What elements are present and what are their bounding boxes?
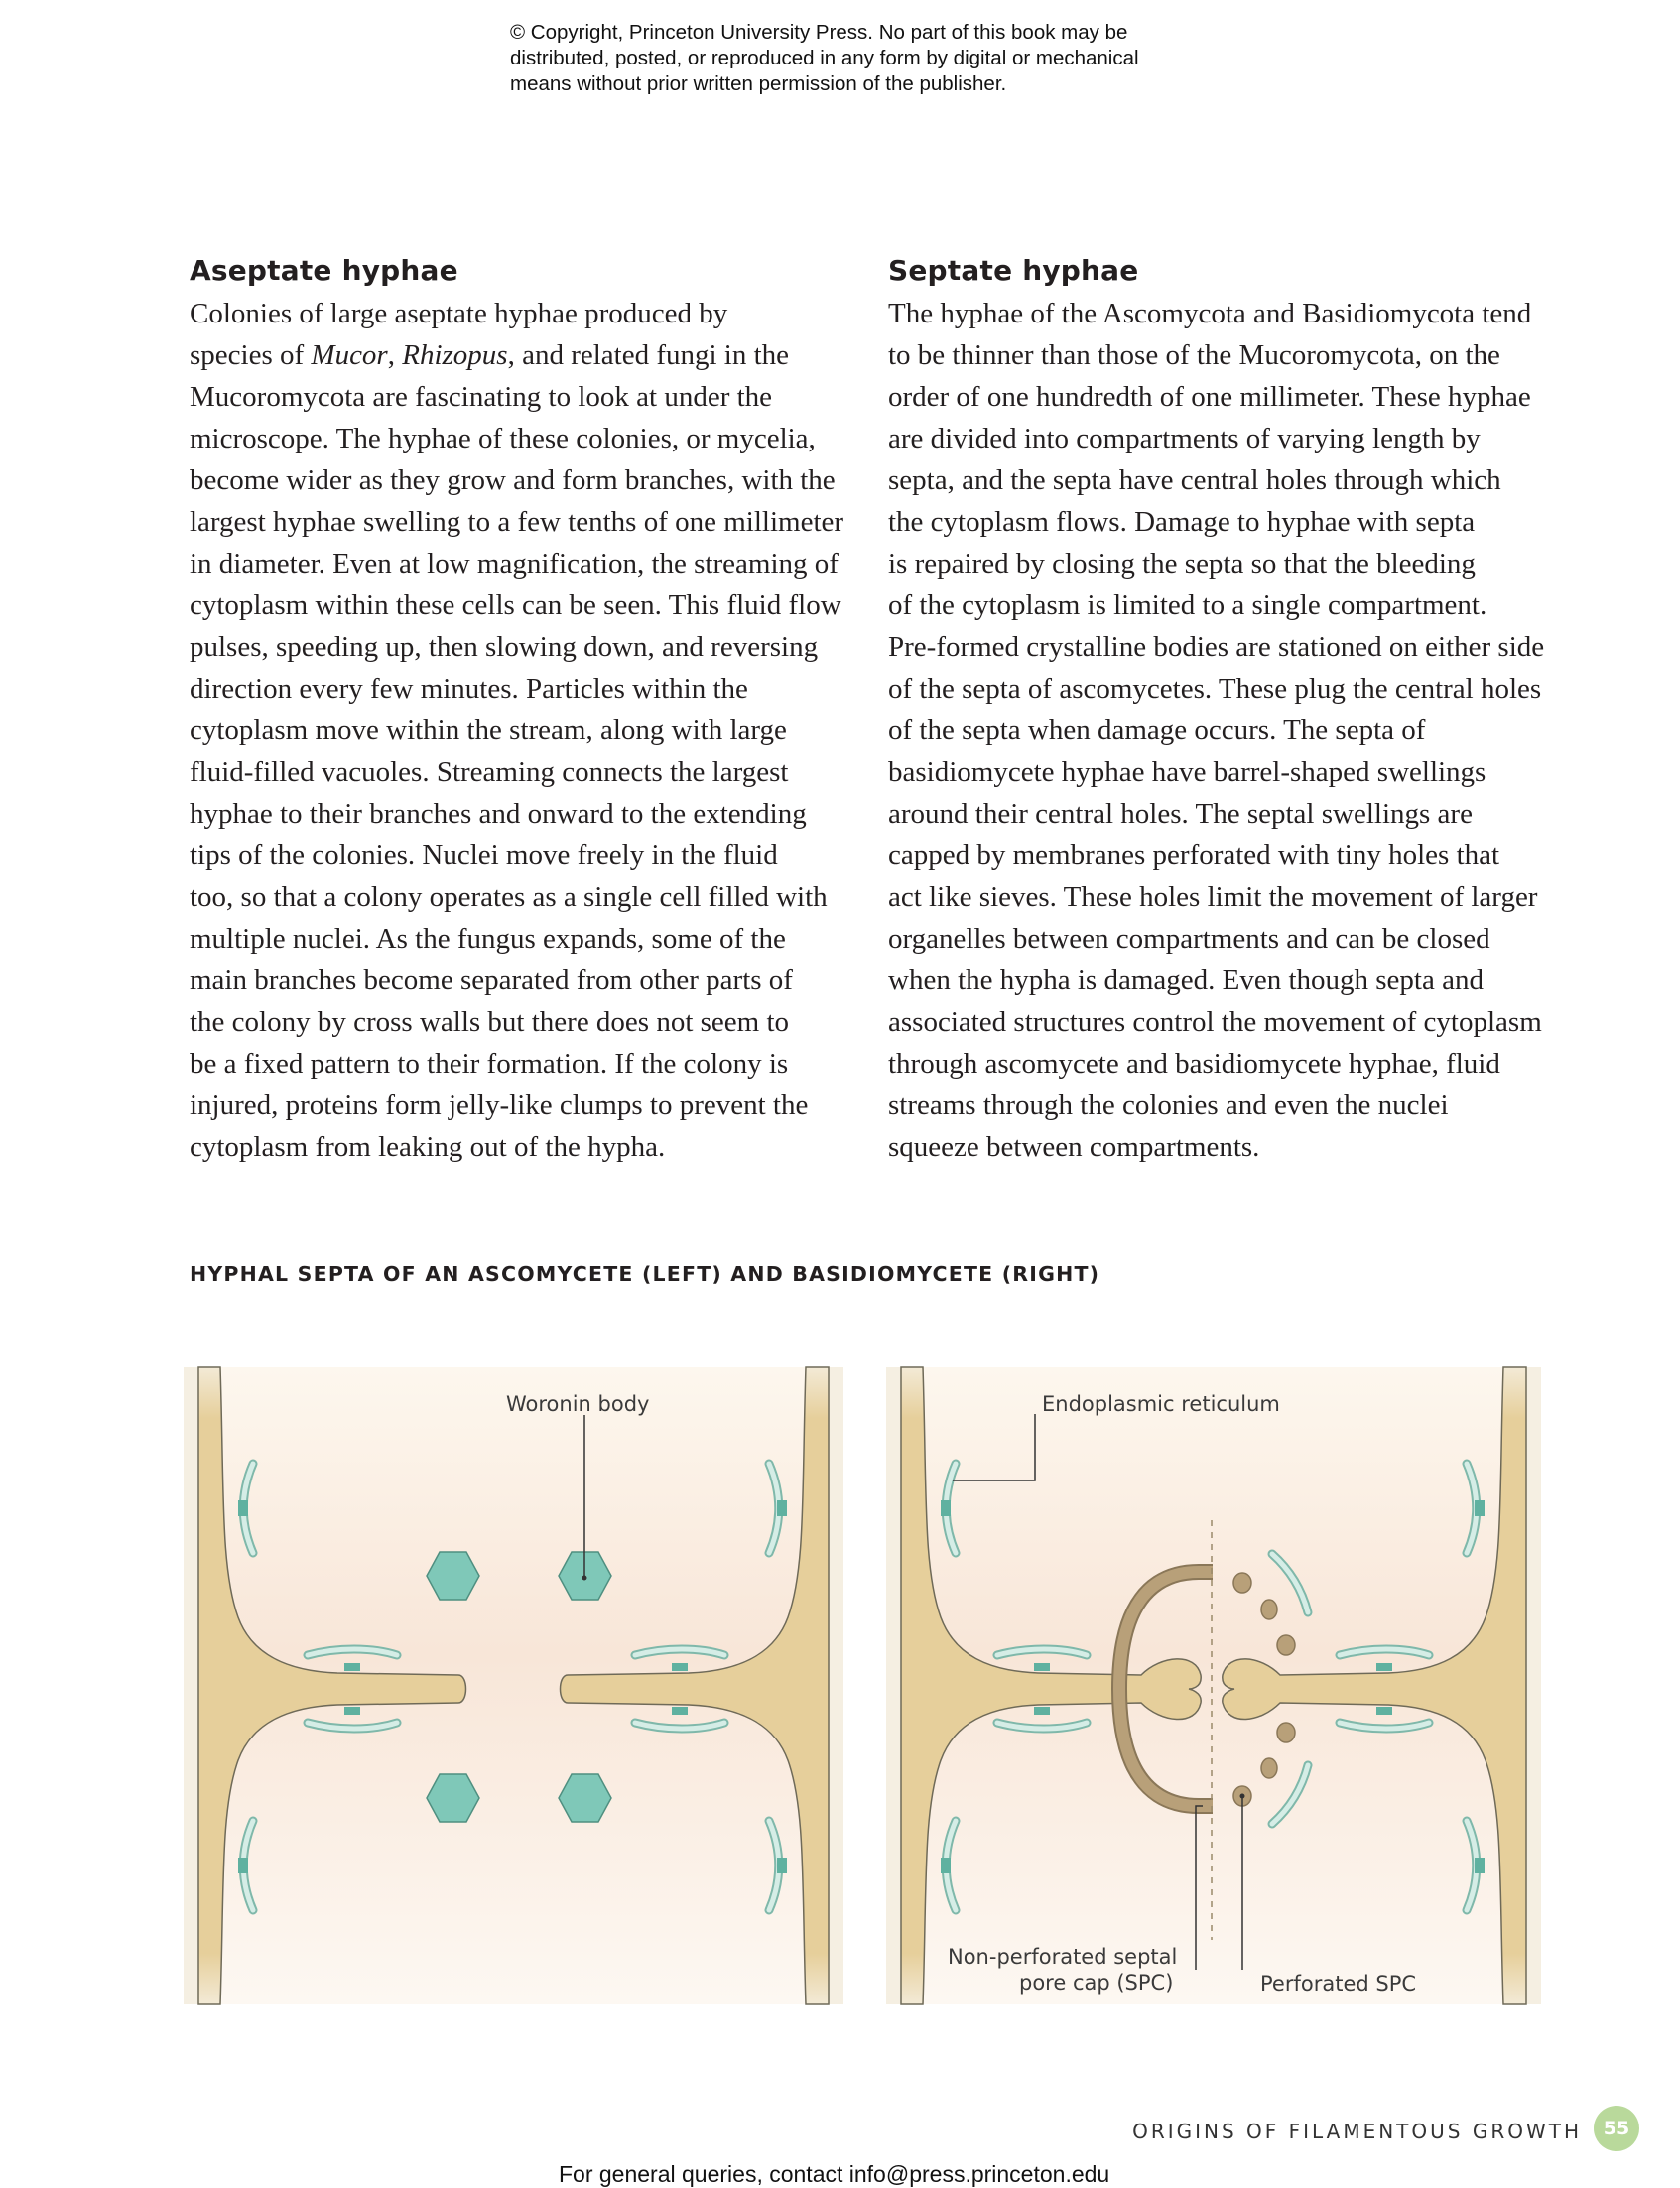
text-line: in diameter. Even at low magnification, the streaming of — [190, 548, 839, 579]
copyright-line: means without prior written permission of the publisher. — [510, 72, 1007, 95]
text-line: cytoplasm within these cells can be seen. This fluid flow — [190, 589, 841, 621]
label-non-perforated-spc-line2: pore cap (SPC) — [1019, 1971, 1174, 1995]
label-non-perforated-spc-line1: Non-perforated septal — [948, 1945, 1178, 1969]
text-line: tips of the colonies. Nuclei move freely in the fluid — [190, 839, 778, 871]
text-line: when the hypha is damaged. Even though septa and — [888, 965, 1484, 996]
text-line: direction every few minutes. Particles within the — [190, 673, 748, 705]
text-line: multiple nuclei. As the fungus expands, some of the — [190, 923, 786, 955]
text-line: species of Mucor, Rhizopus, and related fungi in the — [190, 339, 790, 371]
er-attachment — [1034, 1663, 1050, 1671]
copyright-line: distributed, posted, or reproduced in any form by digital or mechanical — [510, 47, 1139, 69]
perf-spc-leader-dot — [1240, 1794, 1245, 1799]
spc-fragment — [1261, 1600, 1277, 1619]
text-line: associated structures control the movement of cytoplasm — [888, 1006, 1542, 1038]
text-line: order of one hundredth of one millimeter. These hyphae — [888, 381, 1531, 413]
text-line: is repaired by closing the septa so that the bleeding — [888, 548, 1476, 579]
er-attachment — [672, 1663, 688, 1671]
er-attachment — [941, 1500, 951, 1516]
label-perforated-spc: Perforated SPC — [1260, 1972, 1417, 1995]
label-endoplasmic-reticulum: Endoplasmic reticulum — [1042, 1392, 1280, 1416]
page-number: 55 — [1594, 2106, 1639, 2151]
label-woronin-body: Woronin body — [506, 1392, 650, 1416]
er-attachment — [344, 1707, 360, 1715]
text-line: largest hyphae swelling to a few tenths of one millimeter — [190, 506, 844, 538]
text-line: septa, and the septa have central holes through which — [888, 464, 1501, 496]
spc-fragment — [1233, 1573, 1251, 1593]
er-attachment — [344, 1663, 360, 1671]
text-line: fluid-filled vacuoles. Streaming connects the largest — [190, 756, 789, 788]
text-line: hyphae to their branches and onward to the extending — [190, 798, 807, 830]
er-attachment — [1034, 1707, 1050, 1715]
er-attachment — [238, 1500, 248, 1516]
text-line: the colony by cross walls but there does not seem to — [190, 1006, 790, 1038]
text-line: to be thinner than those of the Mucoromycota, on the — [888, 339, 1500, 371]
text-line: pulses, speeding up, then slowing down, and reversing — [190, 631, 819, 663]
copyright-line: © Copyright, Princeton University Press. No part of this book may be — [510, 21, 1128, 44]
er-attachment — [777, 1858, 787, 1873]
text-line: main branches become separated from other parts of — [190, 965, 793, 996]
text-line: too, so that a colony operates as a single cell filled with — [190, 881, 828, 913]
text-line: streams through the colonies and even the nuclei — [888, 1090, 1449, 1121]
er-attachment — [672, 1707, 688, 1715]
text-line: microscope. The hyphae of these colonies, or mycelia, — [190, 423, 816, 454]
text-line: of the septa of ascomycetes. These plug the central holes — [888, 673, 1542, 705]
text-line: of the septa when damage occurs. The septa of — [888, 714, 1426, 746]
text-line: become wider as they grow and form branches, with the — [190, 464, 836, 496]
text-line: basidiomycete hyphae have barrel-shaped swellings — [888, 756, 1486, 788]
text-line: The hyphae of the Ascomycota and Basidiomycota tend — [888, 298, 1532, 329]
text-line: Mucoromycota are fascinating to look at under the — [190, 381, 773, 413]
er-attachment — [777, 1500, 787, 1516]
spc-fragment — [1277, 1723, 1295, 1742]
text-line: squeeze between compartments. — [888, 1131, 1260, 1163]
aseptate-heading: Aseptate hyphae — [190, 254, 458, 287]
er-attachment — [1376, 1663, 1392, 1671]
septate-heading: Septate hyphae — [888, 254, 1139, 287]
er-attachment — [238, 1858, 248, 1873]
text-line: the cytoplasm flows. Damage to hyphae with septa — [888, 506, 1476, 538]
spc-fragment — [1277, 1635, 1295, 1655]
running-head: ORIGINS OF FILAMENTOUS GROWTH — [1132, 2120, 1582, 2143]
text-line: organelles between compartments and can be closed — [888, 923, 1490, 955]
text-line: be a fixed pattern to their formation. If the colony is — [190, 1048, 789, 1080]
contact-line: For general queries, contact info@press.princeton.edu — [559, 2161, 1110, 2187]
text-line: of the cytoplasm is limited to a single compartment. — [888, 589, 1487, 621]
text-line: Colonies of large aseptate hyphae produced by — [190, 298, 728, 329]
er-attachment — [1475, 1500, 1485, 1516]
text-line: through ascomycete and basidiomycete hyphae, fluid — [888, 1048, 1500, 1080]
basidiomycete-panel — [886, 1367, 1541, 2004]
text-line: capped by membranes perforated with tiny holes that — [888, 839, 1500, 871]
text-line: cytoplasm move within the stream, along with large — [190, 714, 787, 746]
spc-fragment — [1261, 1758, 1277, 1778]
ascomycete-panel — [184, 1367, 843, 2004]
text-line: cytoplasm from leaking out of the hypha. — [190, 1131, 666, 1163]
woronin-leader-dot — [582, 1576, 587, 1581]
er-attachment — [1475, 1858, 1485, 1873]
er-attachment — [941, 1858, 951, 1873]
text-line: around their central holes. The septal swellings are — [888, 798, 1473, 830]
er-attachment — [1376, 1707, 1392, 1715]
text-line: are divided into compartments of varying length by — [888, 423, 1481, 454]
figure-title: HYPHAL SEPTA OF AN ASCOMYCETE (LEFT) AND BASIDIOMYCETE (RIGHT) — [190, 1262, 1100, 1286]
text-line: act like sieves. These holes limit the movement of larger — [888, 881, 1538, 913]
text-line: Pre-formed crystalline bodies are stationed on either side — [888, 631, 1545, 663]
text-line: injured, proteins form jelly-like clumps to prevent the — [190, 1090, 809, 1121]
